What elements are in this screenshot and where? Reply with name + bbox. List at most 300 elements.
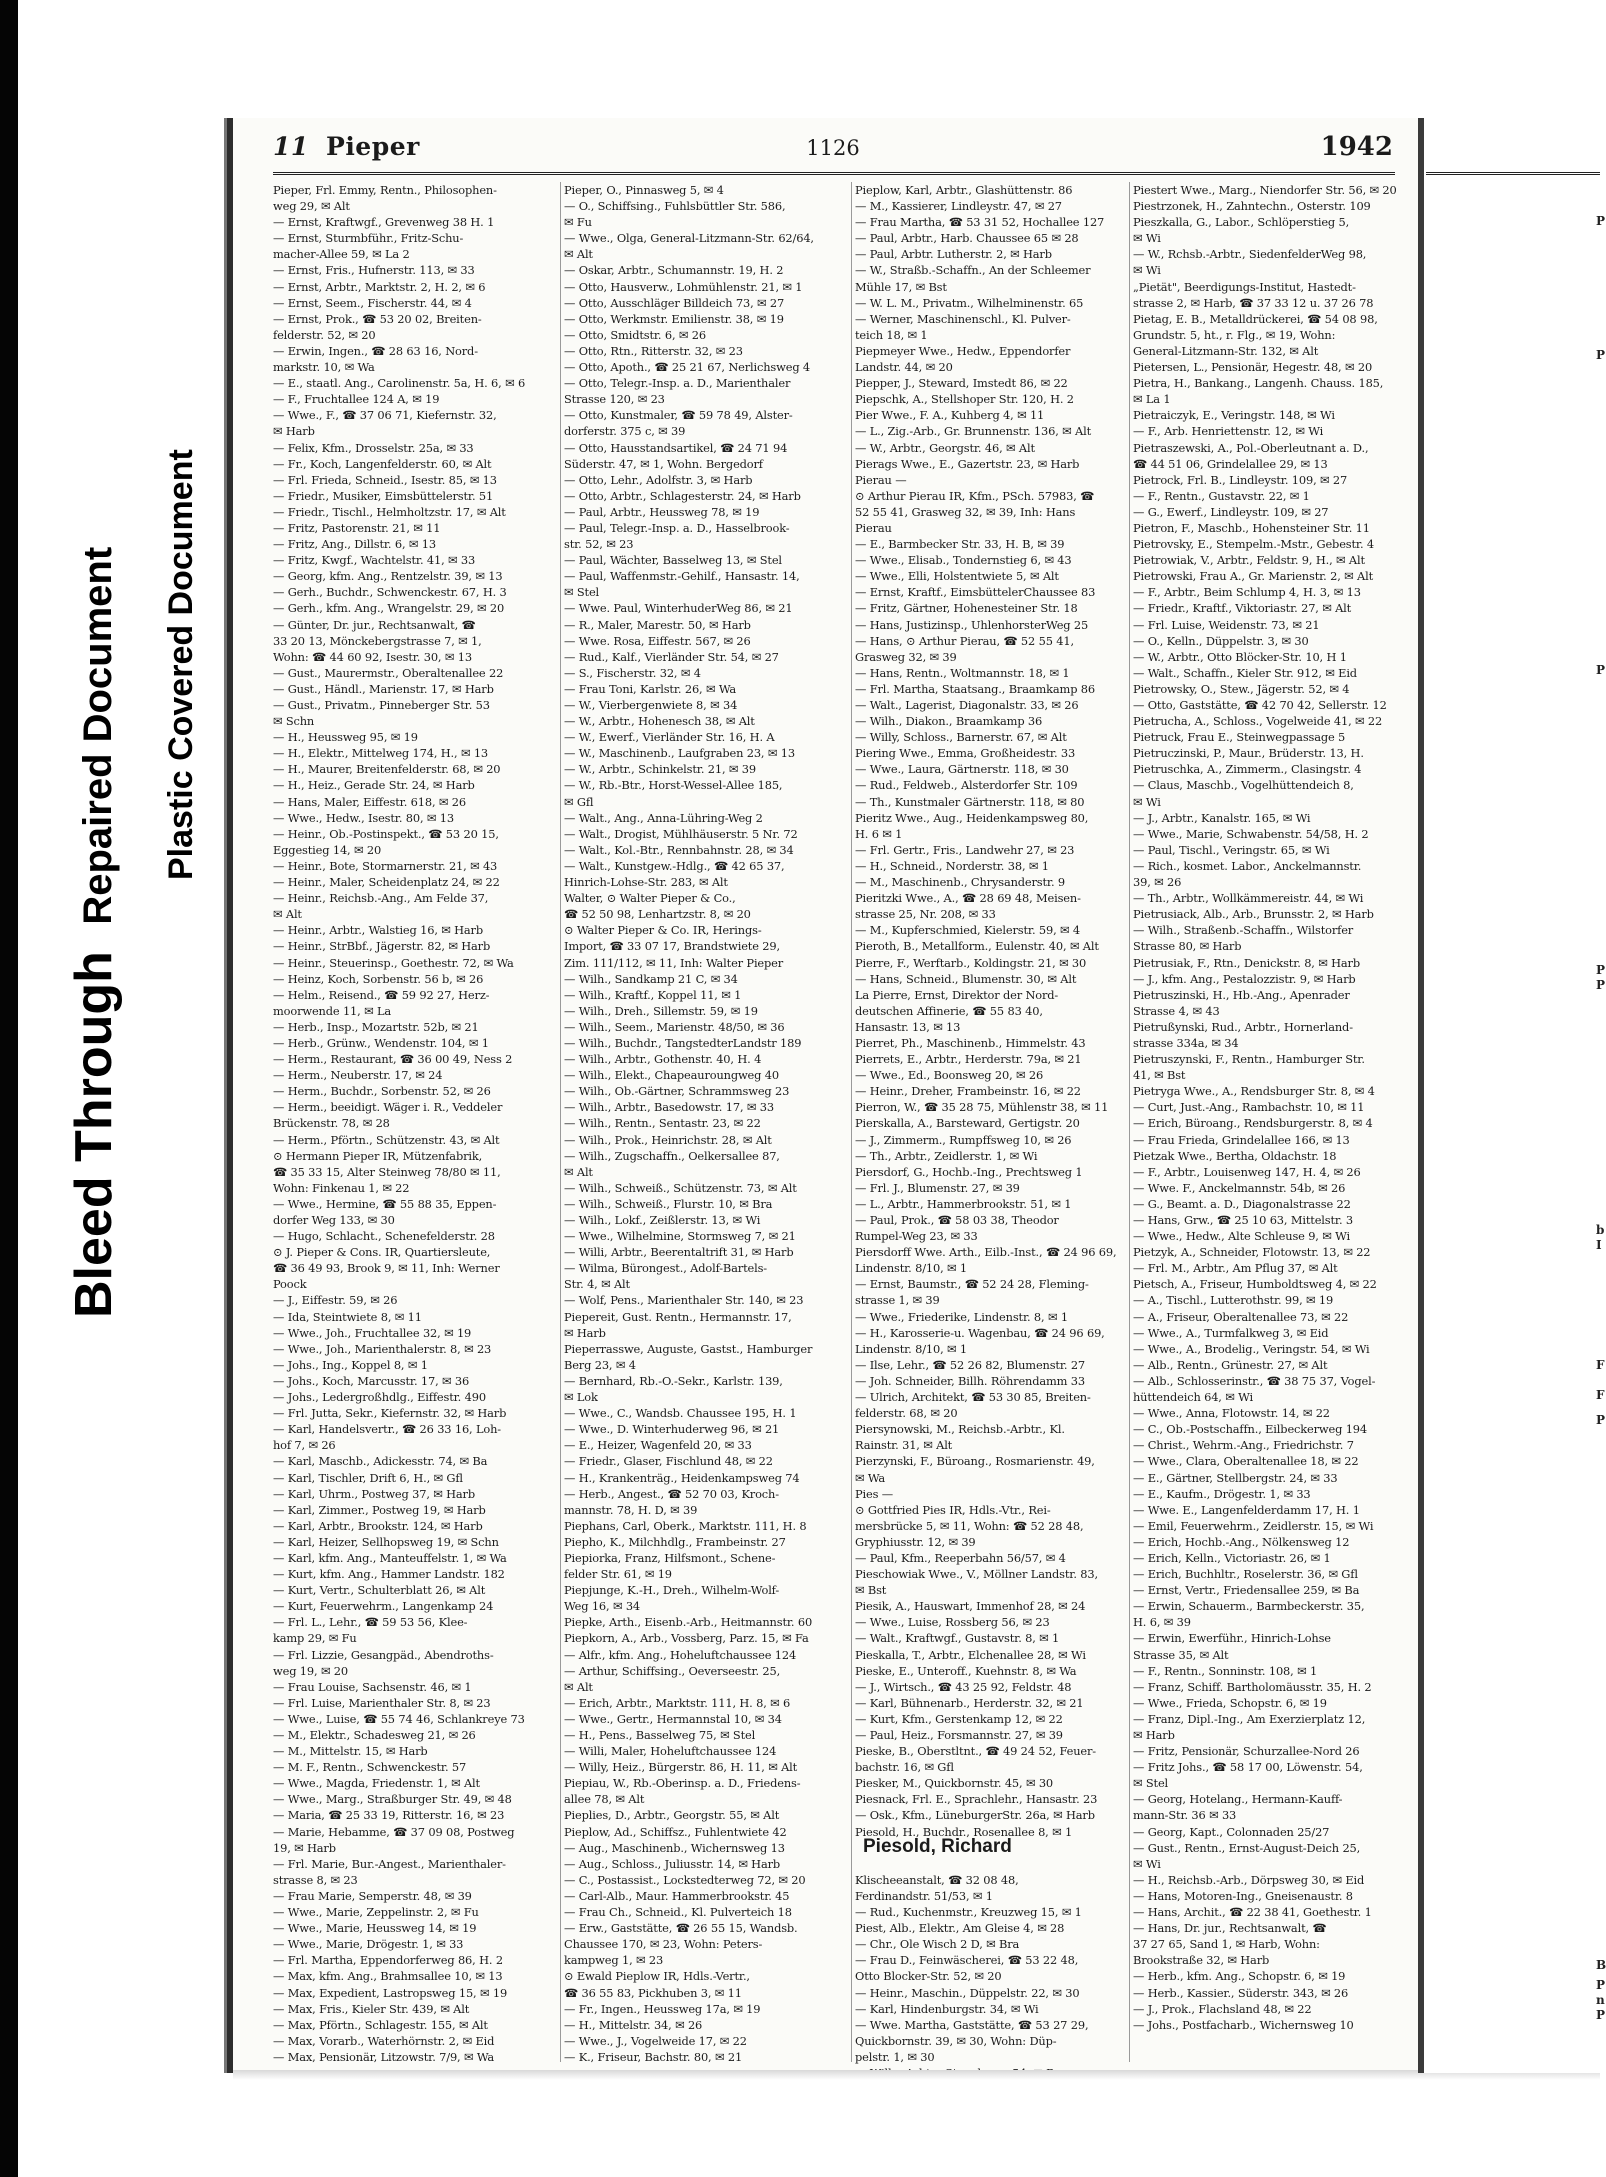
directory-entry-line: — Frau Louise, Sachsenstr. 46, ✉ 1 [273,1679,472,1694]
directory-entry-line: Pieplow, Ad., Schiffsz., Fuhlentwiete 42 [564,1824,787,1839]
directory-entry-line: Wohn: ☎ 44 60 92, Isestr. 30, ✉ 13 [273,649,472,664]
directory-entry-line: ✉ Stel [1133,1776,1169,1791]
directory-column-3 [855,182,1125,2062]
adjacent-page-letter: P [1596,1413,1606,1427]
directory-entry-line: — Wilh., Ob.-Gärtner, Schrammsweg 23 [564,1084,790,1099]
header-surname: Pieper [326,132,420,161]
directory-entry-line: Lindenstr. 8/10, ✉ 1 [855,1261,968,1276]
directory-entry-line: — W., Arbtr., Otto Blöcker-Str. 10, H 1 [1133,649,1347,664]
directory-entry-line: — W., Maschinenb., Laufgraben 23, ✉ 13 [564,746,795,761]
directory-entry-line: — Hans, Archit., ☎ 22 38 41, Goethestr. 1 [1133,1905,1372,1920]
directory-entry-line: — Hans, Maler, Eiffestr. 618, ✉ 26 [273,794,466,809]
directory-entry-line: Mühle 17, ✉ Bst [855,279,947,294]
directory-entry-line: Piepiau, W., Rb.-Oberinsp. a. D., Friedens- [564,1776,801,1791]
directory-entry-line: — Wwe. Paul, WinterhuderWeg 86, ✉ 21 [564,601,793,616]
directory-entry-line: — Otto, Hausverw., Lohmühlenstr. 21, ✉ 1 [564,279,803,294]
directory-entry-line: — Walt., Kol.-Btr., Rennbahnstr. 28, ✉ 34 [564,842,794,857]
directory-entry-line: Pieskalla, T., Arbtr., Elchenallee 28, ✉ Wi [855,1647,1086,1662]
column-divider [560,182,561,2062]
directory-entry-line: — Hans, Grw., ☎ 25 10 63, Mittelstr. 3 [1133,1213,1353,1227]
directory-entry-line: — Paul, Tischl., Veringstr. 65, ✉ Wi [1133,842,1330,857]
directory-entry-line: Str. 4, ✉ Alt [564,1277,630,1292]
directory-entry-line: — Wilh., Arbtr., Gothenstr. 40, H. 4 [564,1052,762,1067]
directory-entry-line: Quickbornstr. 39, ✉ 30, Wohn: Düp- [855,2033,1057,2048]
directory-entry-line: — Erich, Arbtr., Marktstr. 111, H. 8, ✉ 6 [564,1695,791,1710]
directory-entry-line: weg 29, ✉ Alt [273,199,350,214]
directory-entry-line: Wohn: Finkenau 1, ✉ 22 [273,1180,410,1195]
directory-entry-line: — Friedr., Kraftf., Viktoriastr. 27, ✉ Alt [1133,601,1352,616]
directory-entry-line: Weg 16, ✉ 34 [564,1599,641,1614]
directory-entry-line: ⊙ Hermann Pieper IR, Mützenfabrik, [273,1148,483,1163]
directory-entry-line: — Wolf, Pens., Marienthaler Str. 140, ✉ 23 [564,1293,804,1308]
directory-entry-line: — Friedr., Glaser, Fischlund 48, ✉ 22 [564,1454,773,1469]
directory-entry-line: — Wilh., Sandkamp 21 C, ✉ 34 [564,971,738,986]
directory-entry-line: — Gust., Privatm., Pinneberger Str. 53 [273,698,490,712]
directory-entry-line: — Max, Vorarb., Waterhörnstr. 2, ✉ Eid [273,2033,495,2048]
directory-entry-line: — Herb., Kassier., Süderstr. 343, ✉ 26 [1133,1985,1349,2000]
directory-entry-line: — Ernst, Arbtr., Marktstr. 2, H. 2, ✉ 6 [273,279,486,294]
directory-entry-line: deutschen Affinerie, ☎ 55 83 40, [855,1003,1043,1018]
directory-entry-line: Pierrets, E., Arbtr., Herderstr. 79a, ✉ 21 [855,1052,1082,1067]
directory-entry-line: — M., Maschinenb., Chrysanderstr. 9 [855,875,1065,890]
plastic-covered-stamp: Plastic Covered Document [162,449,200,880]
directory-entry-line: ✉ Harb [564,1325,606,1340]
directory-entry-line: — Claus, Maschb., Vogelhüttendeich 8, [1133,778,1354,793]
adjacent-header-rule [1426,172,1600,175]
directory-entry-line: — F., Arbtr., Louisenweg 147, H. 4, ✉ 26 [1133,1164,1361,1179]
directory-entry-line: La Pierre, Ernst, Direktor der Nord- [855,987,1059,1002]
directory-entry-line: — Johs., Ing., Koppel 8, ✉ 1 [273,1357,428,1372]
directory-entry-line: — Rud., Kalf., Vierländer Str. 54, ✉ 27 [564,649,779,664]
directory-entry-line: — Wilh., Straßenb.-Schaffn., Wilstorfer [1133,923,1354,938]
directory-entry-line: Pietersen, L., Pensionär, Hegestr. 48, ✉ 20 [1133,360,1373,375]
directory-entry-line: Piepper, J., Steward, Imstedt 86, ✉ 22 [855,376,1068,391]
directory-entry-line: — Maria, ☎ 25 33 19, Ritterstr. 16, ✉ 23 [273,1808,505,1823]
directory-entry-line: — Hans, ⊙ Arthur Pierau, ☎ 52 55 41, [855,633,1074,648]
directory-entry-line: — Wilh., Zugschaffn., Oelkersallee 87, [564,1148,780,1163]
directory-entry-line: Piestrzonek, H., Zahntechn., Osterstr. 109 [1133,199,1371,214]
directory-entry-line: — Otto, Kunstmaler, ☎ 59 78 49, Alster- [564,408,793,423]
directory-entry-line: — Frl. Luise, Marienthaler Str. 8, ✉ 23 [273,1695,491,1710]
directory-entry-line: — Otto, Ausschläger Billdeich 73, ✉ 27 [564,295,785,310]
directory-entry-line: — Aug., Maschinenb., Wichernsweg 13 [564,1840,785,1855]
directory-entry-line: ✉ Wi [1133,263,1161,278]
directory-entry-line: Piering Wwe., Emma, Großheidestr. 33 [855,746,1076,761]
directory-entry-line: — Frl. Frieda, Schneid., Isestr. 85, ✉ 13 [273,472,497,487]
directory-entry-line: — W., Arbtr., Schinkelstr. 21, ✉ 39 [564,762,756,777]
directory-entry-line: ⊙ J. Pieper & Cons. IR, Quartiersleute, [273,1245,491,1260]
directory-entry-line: — Erwin, Ingen., ☎ 28 63 16, Nord- [273,343,478,358]
directory-entry-line: — Wwe. F., Anckelmannstr. 54b, ✉ 26 [1133,1180,1346,1195]
directory-entry-line: Strasse 80, ✉ Harb [1133,939,1242,954]
directory-entry-line: Pietron, F., Maschb., Hohensteiner Str. 11 [1133,520,1370,535]
directory-entry-line: — J., Wirtsch., ☎ 43 25 92, Feldstr. 48 [855,1679,1072,1694]
directory-entry-line: — Wwe., Marg., Straßburger Str. 49, ✉ 48 [273,1792,512,1807]
directory-entry-line: — J., Eiffestr. 59, ✉ 26 [273,1293,398,1308]
directory-entry-line: — E., Barmbecker Str. 33, H. B, ✉ 39 [855,537,1065,552]
directory-entry-line: 52 55 41, Grasweg 32, ✉ 39, Inh: Hans [855,504,1076,519]
directory-entry-line: — Ulrich, Architekt, ☎ 53 30 85, Breiten- [855,1390,1091,1405]
adjacent-page-letter: P [1596,348,1606,362]
adjacent-page-letter: P [1596,978,1606,992]
directory-entry-line: — Christ., Wehrm.-Ang., Friedrichstr. 7 [1133,1438,1354,1453]
directory-entry-line: ⊙ Ewald Pieplow IR, Hdls.-Vertr., [564,1969,750,1984]
adjacent-page-letter: B [1596,1958,1606,1972]
directory-entry-line: Piesker, M., Quickbornstr. 45, ✉ 30 [855,1776,1054,1791]
directory-entry-line: Pieritzki Wwe., A., ☎ 28 69 48, Meisen- [855,891,1081,906]
directory-entry-line: teich 18, ✉ 1 [855,327,928,342]
directory-entry-line: — O., Kelln., Düppelstr. 3, ✉ 30 [1133,633,1309,648]
directory-entry-line: ☎ 44 51 06, Grindelallee 29, ✉ 13 [1133,456,1328,471]
directory-entry-line: — Franz, Dipl.-Ing., Am Exerzierplatz 12, [1133,1711,1366,1726]
directory-entry-line: Hansastr. 13, ✉ 13 [855,1019,961,1034]
directory-entry-line: — Wwe., J., Vogelweide 17, ✉ 22 [564,2033,747,2048]
directory-entry-line: — M. F., Rentn., Schwenckestr. 57 [273,1760,467,1775]
directory-entry-line: — Otto, Hausstandsartikel, ☎ 24 71 94 [564,440,788,455]
directory-entry-line: — L., Zig.-Arb., Gr. Brunnenstr. 136, ✉ Alt [855,424,1092,439]
directory-entry-line: — Frau D., Feinwäscherei, ☎ 53 22 48, [855,1953,1079,1968]
directory-entry-line: — Friedr., Tischl., Helmholtzstr. 17, ✉ Alt [273,504,506,519]
directory-entry-line: — Fr., Koch, Langenfelderstr. 60, ✉ Alt [273,456,492,471]
directory-entry-line: Pietruck, Frau E., Steinwegpassage 5 [1133,730,1346,745]
directory-entry-line: — Frau Martha, ☎ 53 31 52, Hochallee 127 [855,215,1105,230]
directory-entry-line: Rainstr. 31, ✉ Alt [855,1438,953,1453]
directory-entry-line: — Wwe., C., Wandsb. Chaussee 195, H. 1 [564,1406,797,1421]
directory-entry-line: — Wwe., Anna, Flotowstr. 14, ✉ 22 [1133,1406,1330,1421]
directory-entry-line: — Heinr., Dreher, Frambeinstr. 16, ✉ 22 [855,1084,1081,1099]
directory-entry-line: ☎ 36 49 93, Brook 9, ✉ 11, Inh: Werner [273,1261,500,1276]
directory-entry-line: Piersdorf, G., Hochb.-Ing., Prechtsweg 1 [855,1164,1083,1179]
directory-entry-line: — Willy, Heiz., Bürgerstr. 86, H. 11, ✉ Alt [564,1760,798,1775]
directory-entry-line: Süderstr. 47, ✉ 1, Wohn. Bergedorf [564,456,763,471]
directory-entry-line: 37 27 65, Sand 1, ✉ Harb, Wohn: [1133,1937,1320,1952]
directory-entry-line: — M., Mittelstr. 15, ✉ Harb [273,1744,428,1759]
directory-entry-line: — Alb., Rentn., Grünestr. 27, ✉ Alt [1133,1357,1328,1372]
directory-entry-line: Pietrowski, Frau A., Gr. Marienstr. 2, ✉ Alt [1133,569,1374,584]
directory-entry-line: — J., Zimmerm., Rumpffsweg 10, ✉ 26 [855,1132,1072,1147]
directory-entry-line: — Heinr., Steuerinsp., Goethestr. 72, ✉ Wa [273,955,514,970]
directory-entry-line: — Otto, Smidtstr. 6, ✉ 26 [564,327,706,342]
directory-column-2 [564,182,849,2062]
column-divider [851,182,852,2062]
directory-entry-line: Ferdinandstr. 51/53, ✉ 1 [855,1888,993,1903]
directory-entry-line: Piepiorka, Franz, Hilfsmont., Schene- [564,1550,776,1565]
directory-entry-line: Pietruczinski, P., Maur., Brüderstr. 13, H. [1133,746,1364,761]
directory-entry-line: strasse 25, Nr. 208, ✉ 33 [855,907,996,922]
directory-entry-line: felderstr. 52, ✉ 20 [273,327,376,342]
directory-entry-line: — E., Gärtner, Stellbergstr. 24, ✉ 33 [1133,1470,1338,1485]
directory-entry-line: markstr. 10, ✉ Wa [273,360,375,375]
directory-entry-line: Pieper, Frl. Emmy, Rentn., Philosophen- [273,183,497,197]
directory-entry-line: — H., Mittelstr. 34, ✉ 26 [564,2017,703,2032]
directory-entry-line: — W., Rb.-Btr., Horst-Wessel-Allee 185, [564,778,783,793]
directory-entry-line: — Wilh., Schweiß., Schützenstr. 73, ✉ Alt [564,1180,797,1195]
directory-entry-line: Pietrock, Frl. B., Lindleystr. 109, ✉ 27 [1133,472,1348,487]
directory-entry-line: Grundstr. 5, ht., r. Flg., ✉ 19, Wohn: [1133,327,1336,342]
directory-entry-line: Pietrovsky, E., Stempelm.-Mstr., Gebestr. 4 [1133,537,1374,552]
directory-entry-line: — Wilh., Dreh., Sillemstr. 59, ✉ 19 [564,1003,758,1018]
directory-entry-line: — Erich, Kelln., Victoriastr. 26, ✉ 1 [1133,1550,1331,1565]
directory-entry-line: — Karl, Arbtr., Brookstr. 124, ✉ Harb [273,1518,483,1533]
directory-entry-line: — Willy, Schloss., Barnerstr. 67, ✉ Alt [855,730,1067,745]
directory-entry-line: Pierau [855,520,892,535]
directory-entry-line: ✉ Harb [273,424,315,439]
bleed-through-label: Bleed Through [65,951,123,1318]
directory-entry-line: — Hans, Justizinsp., UhlenhorsterWeg 25 [855,617,1089,632]
directory-entry-line: — L., Arbtr., Hammerbrookstr. 51, ✉ 1 [855,1196,1072,1211]
directory-entry-line: Pierags Wwe., E., Gazertstr. 23, ✉ Harb [855,456,1080,471]
directory-entry-line: — Herm., Pförtn., Schützenstr. 43, ✉ Alt [273,1132,500,1147]
directory-entry-line: ✉ La 1 [1133,392,1171,407]
directory-entry-line: — Paul, Arbtr., Heussweg 78, ✉ 19 [564,504,760,519]
directory-entry-line: — Johs., Ledergroßhdlg., Eiffestr. 490 [273,1390,486,1405]
directory-entry-line: — Max, Pförtn., Schlagestr. 155, ✉ Alt [273,2017,488,2032]
directory-entry-line: ✉ Alt [564,1679,593,1694]
directory-entry-line: — Frau Frieda, Grindelallee 166, ✉ 13 [1133,1132,1350,1147]
directory-entry-line: Pieritz Wwe., Aug., Heidenkampsweg 80, [855,810,1089,825]
directory-entry-line: moorwende 11, ✉ La [273,1003,391,1018]
adjacent-page-letter: b [1596,1223,1605,1237]
directory-entry-line: Pieper, O., Pinnasweg 5, ✉ 4 [564,183,724,197]
directory-entry-line: — Otto, Gaststätte, ☎ 42 70 42, Sellerstr. 12 [1133,698,1387,712]
directory-entry-line: — Ernst, Sturmbführ., Fritz-Schu- [273,231,464,246]
directory-entry-line: — Wwe., Marie, Drögestr. 1, ✉ 33 [273,1937,464,1952]
directory-entry-line: Zim. 111/112, ✉ 11, Inh: Walter Pieper [564,955,784,970]
adjacent-page-letter: P [1596,2008,1606,2022]
directory-entry-line: mann-Str. 36 ✉ 33 [1133,1808,1237,1823]
directory-entry-line: Chaussee 170, ✉ 23, Wohn: Peters- [564,1937,763,1952]
directory-entry-line: — Herb., kfm. Ang., Schopstr. 6, ✉ 19 [1133,1969,1346,1984]
directory-entry-line: — Heinz, Koch, Sorbenstr. 56 b, ✉ 26 [273,971,484,986]
directory-entry-line: ✉ Wi [1133,231,1161,246]
directory-entry-line: — Paul, Heiz., Forsmannstr. 27, ✉ 39 [855,1728,1063,1742]
directory-entry-line: — Wwe., Elli, Holstentwiete 5, ✉ Alt [855,569,1059,584]
directory-entry-line: — Wilh., Buchdr., TangstedterLandstr 189 [564,1035,802,1050]
directory-entry-line: — Karl, Tischler, Drift 6, H., ✉ Gfl [273,1470,463,1485]
directory-entry-line: Pietag, E. B., Metalldrückerei, ☎ 54 08 98, [1133,311,1378,326]
directory-entry-line: ✉ Bst [855,1583,887,1598]
directory-entry-line: — Friedr., Musiker, Eimsbüttelerstr. 51 [273,488,494,503]
directory-entry-line: strasse 334a, ✉ 34 [1133,1035,1239,1050]
directory-entry-line: Pietrowiak, V., Arbtr., Feldstr. 9, H., ✉ Alt [1133,553,1365,568]
directory-entry-line: Piepmeyer Wwe., Hedw., Eppendorfer [855,343,1071,358]
directory-entry-line: — M., Kupferschmied, Kielerstr. 59, ✉ 4 [855,923,1080,938]
directory-entry-line: Pieroth, B., Metallform., Eulenstr. 40, ✉ Alt [855,939,1099,954]
directory-entry-line: kampweg 1, ✉ 23 [564,1953,664,1968]
directory-entry-line: — Karl, Maschb., Adickesstr. 74, ✉ Ba [273,1454,488,1469]
directory-entry-line: Pietrucha, A., Schloss., Vogelweide 41, ✉ 22 [1133,714,1383,729]
directory-entry-line: — Ernst, Seem., Fischerstr. 44, ✉ 4 [273,295,472,310]
directory-entry-line: — Heinr., Maler, Scheidenplatz 24, ✉ 22 [273,875,500,890]
directory-entry-line: — Wwe. Rosa, Eiffestr. 567, ✉ 26 [564,633,751,648]
directory-entry-line: — Herm., Buchdr., Sorbenstr. 52, ✉ 26 [273,1084,491,1099]
directory-entry-line: — Johs., Koch, Marcusstr. 17, ✉ 36 [273,1373,470,1388]
directory-entry-line: Lindenstr. 8/10, ✉ 1 [855,1341,968,1356]
directory-entry-line: Piepereit, Gust. Rentn., Hermannstr. 17, [564,1309,792,1324]
directory-column-1 [273,182,558,2062]
directory-entry-line: Poock [273,1277,307,1292]
directory-entry-line: — Paul, Prok., ☎ 58 03 38, Theodor [855,1213,1059,1227]
directory-entry-line: — Alb., Schlosserinstr., ☎ 38 75 37, Vogel- [1133,1373,1376,1388]
adjacent-page-letter: P [1596,1978,1606,1992]
directory-entry-line: — Kurt, Vertr., Schulterblatt 26, ✉ Alt [273,1583,486,1598]
directory-entry-line: — Wwe., Hedw., Isestr. 80, ✉ 13 [273,810,454,825]
directory-entry-line: — Georg, Hotelang., Hermann-Kauff- [1133,1792,1343,1807]
directory-entry-line: — Wwe., A., Brodelig., Veringstr. 54, ✉ Wi [1133,1341,1370,1356]
directory-entry-line: — Gust., Händl., Marienstr. 17, ✉ Harb [273,681,494,696]
directory-entry-line: Pietruszinski, H., Hb.-Ang., Apenrader [1133,987,1350,1002]
repaired-document-label: Repaired Document [76,546,120,925]
directory-entry-line: — A., Friseur, Oberaltenallee 73, ✉ 22 [1133,1309,1349,1324]
directory-entry-line: — Wilh., Diakon., Braamkamp 36 [855,714,1043,729]
directory-entry-line: Piephans, Carl, Oberk., Marktstr. 111, H. 8 [564,1518,807,1533]
directory-entry-line: H. 6 ✉ 1 [855,826,903,841]
directory-columns [273,182,1398,2062]
directory-entry-line: — Wwe., Joh., Marienthalerstr. 8, ✉ 23 [273,1341,492,1356]
directory-entry-line: 33 20 13, Mönckebergstrasse 7, ✉ 1, [273,633,482,648]
directory-entry-line: — Herb., Insp., Mozartstr. 52b, ✉ 21 [273,1019,479,1034]
directory-entry-line: — Kurt, kfm. Ang., Hammer Landstr. 182 [273,1567,505,1582]
directory-entry-line: — H., Karosserie-u. Wagenbau, ☎ 24 96 69, [855,1325,1105,1340]
directory-entry-line: — Heinr., StrBbf., Jägerstr. 82, ✉ Harb [273,939,491,954]
directory-entry-line: — Georg, Kapt., Colonnaden 25/27 [1133,1824,1330,1839]
directory-entry-line: — Erw., Gaststätte, ☎ 26 55 15, Wandsb. [564,1921,798,1936]
directory-entry-line: — Bernhard, Rb.-O.-Sekr., Karlstr. 139, [564,1373,783,1388]
directory-entry-line: Pierret, Ph., Maschinenb., Himmelstr. 43 [855,1035,1086,1050]
directory-entry-line: strasse 1, ✉ 39 [855,1293,940,1308]
directory-entry-line: — Wwe., Clara, Oberaltenallee 18, ✉ 22 [1133,1454,1359,1469]
directory-entry-line: — Otto, Rtn., Ritterstr. 32, ✉ 23 [564,343,743,358]
directory-entry-line: ☎ 35 33 15, Alter Steinweg 78/80 ✉ 11, [273,1164,501,1179]
directory-entry-line: — M., Elektr., Schadesweg 21, ✉ 26 [273,1728,476,1742]
directory-entry-line: Pies — [855,1486,894,1501]
directory-entry-line: — Carl-Alb., Maur. Hammerbrookstr. 45 [564,1888,790,1903]
directory-entry-line: — Erich, Hochb.-Ang., Nölkensweg 12 [1133,1534,1350,1549]
directory-entry-line: — F., Arbtr., Beim Schlump 4, H. 3, ✉ 13 [1133,585,1361,600]
edition-year: 1942 [1320,132,1393,162]
directory-entry-line: — Th., Arbtr., Wollkämmereistr. 44, ✉ Wi [1133,891,1364,906]
directory-entry-line: Strasse 120, ✉ 23 [564,392,665,407]
directory-entry-line: — H., Schneid., Norderstr. 38, ✉ 1 [855,858,1049,873]
adjacent-page-letter: F [1596,1358,1605,1372]
directory-entry-line: — Ernst, Kraftf., EimsbüttelerChaussee 83 [855,585,1096,600]
directory-entry-line: — Wwe., Frieda, Schopstr. 6, ✉ 19 [1133,1695,1327,1710]
directory-entry-line: ✉ Wi [1133,794,1161,809]
directory-entry-line: — Frau Ch., Schneid., Kl. Pulverteich 18 [564,1905,792,1920]
directory-entry-line: dorfer Weg 133, ✉ 30 [273,1213,395,1227]
directory-entry-line: Pietryga Wwe., A., Rendsburger Str. 8, ✉ 4 [1133,1084,1375,1099]
directory-entry-line: — Walt., Ang., Anna-Lühring-Weg 2 [564,810,763,825]
directory-entry-line: ✉ Schn [273,714,315,729]
adjacent-page-letter: n [1596,1993,1605,2007]
adjacent-page-letter: I [1596,1238,1602,1252]
directory-entry-line: — Wilh., Elekt., Chapeauroungweg 40 [564,1068,779,1083]
directory-entry-line: — Karl, kfm. Ang., Manteuffelstr. 1, ✉ Wa [273,1550,507,1565]
directory-entry-line: — A., Tischl., Lutterothstr. 99, ✉ 19 [1133,1293,1334,1308]
directory-entry-line: — Hugo, Schlacht., Schenefelderstr. 28 [273,1229,495,1244]
directory-entry-line: — Rud., Feldweb., Alsterdorfer Str. 109 [855,778,1078,793]
directory-entry-line: — Wilma, Bürongest., Adolf-Bartels- [564,1261,767,1276]
directory-entry-line: Piesik, A., Hauswart, Immenhof 28, ✉ 24 [855,1599,1086,1614]
directory-entry-line: ✉ Harb [1133,1728,1175,1742]
directory-entry-line: Gryphiusstr. 12, ✉ 39 [855,1534,976,1549]
directory-entry-line: Pietzak Wwe., Bertha, Oldachstr. 18 [1133,1148,1337,1163]
directory-entry-line: — Herb., Angest., ☎ 52 70 03, Kroch- [564,1486,779,1501]
directory-entry-line: 39, ✉ 26 [1133,875,1182,890]
directory-entry-line: — Karl, Hindenburgstr. 34, ✉ Wi [855,2001,1039,2016]
directory-entry-line: — Ernst, Prok., ☎ 53 20 02, Breiten- [273,311,482,326]
directory-entry-line: — Karl, Uhrm., Postweg 37, ✉ Harb [273,1486,475,1501]
directory-entry-line: — Wwe., Hermine, ☎ 55 88 35, Eppen- [273,1196,497,1211]
bleed-through-stamp [64,547,124,1318]
directory-entry-line: Piepkorn, A., Arb., Vossberg, Parz. 15, ✉ Fa [564,1631,809,1646]
directory-entry-line: Pietzyk, A., Schneider, Flotowstr. 13, ✉ 22 [1133,1245,1371,1260]
directory-entry-line: ✉ Stel [564,585,600,600]
directory-entry-line: — Hans, Rentn., Woltmannstr. 18, ✉ 1 [855,665,1070,680]
directory-entry-line: — Fritz Johs., ☎ 58 17 00, Löwenstr. 54, [1133,1760,1363,1775]
directory-entry-line: — Frl. M., Arbtr., Am Pflug 37, ✉ Alt [1133,1261,1338,1276]
directory-entry-line: Pietra, H., Bankang., Langenh. Chauss. 185, [1133,376,1384,391]
directory-entry-line: Eggestieg 14, ✉ 20 [273,842,382,857]
directory-entry-line: — Felix, Kfm., Drosselstr. 25a, ✉ 33 [273,440,474,455]
directory-entry-line: — Wwe., Friederike, Lindenstr. 8, ✉ 1 [855,1309,1068,1324]
directory-entry-line: — Walt., Drogist, Mühlhäuserstr. 5 Nr. 72 [564,826,798,841]
directory-entry-line: — J., Arbtr., Kanalstr. 165, ✉ Wi [1133,810,1311,825]
directory-entry-line: — Max, kfm. Ang., Brahmsallee 10, ✉ 13 [273,1969,503,1984]
directory-entry-line: — E., Kaufm., Drögestr. 1, ✉ 33 [1133,1486,1311,1501]
directory-entry-line: — Otto, Werkmstr. Emilienstr. 38, ✉ 19 [564,311,784,326]
directory-entry-line: — Wwe., Ed., Boonsweg 20, ✉ 26 [855,1068,1044,1083]
directory-entry-line: — Walt., Kunstgew.-Hdlg., ☎ 42 65 37, [564,858,785,873]
directory-entry-line: Piepke, Arth., Eisenb.-Arb., Heitmannstr. 60 [564,1615,813,1630]
directory-entry-line: Piestert Wwe., Marg., Niendorfer Str. 56, ✉ 20 [1133,183,1397,197]
directory-entry-line: — Curt, Just.-Ang., Rambachstr. 10, ✉ 11 [1133,1100,1365,1115]
directory-entry-line: Pieske, B., Oberstltnt., ☎ 49 24 52, Feuer- [855,1744,1096,1759]
directory-entry-line: — Wwe., Joh., Fruchtallee 32, ✉ 19 [273,1325,472,1340]
directory-entry-line: — Wwe., Olga, General-Litzmann-Str. 62/64, [564,231,814,246]
adjacent-page-letter: P [1596,663,1606,677]
directory-entry-line: strasse 8, ✉ 23 [273,1872,358,1887]
directory-entry-line: — Wwe., Marie, Zeppelinstr. 2, ✉ Fu [273,1905,479,1920]
directory-entry-line: — Max, Expedient, Lastropsweg 15, ✉ 19 [273,1985,508,2000]
directory-entry-line: — Frau Marie, Semperstr. 48, ✉ 39 [273,1888,472,1903]
directory-entry-line: — Willi, Arbtr., Beerentaltrift 31, ✉ Harb [564,1245,794,1260]
directory-entry-line: — Johs., Postfacharb., Wichernsweg 10 [1133,2017,1354,2032]
adjacent-page-edge [1418,118,1606,2073]
directory-entry-line: Piesold, H., Buchdr., Rosenallee 8, ✉ 1 [855,1824,1073,1839]
directory-entry-line: Strasse 35, ✉ Alt [1133,1647,1229,1662]
directory-entry-line: Piepschk, A., Stellshoper Str. 120, H. 2 [855,392,1074,407]
directory-entry-line: — Otto, Telegr.-Insp. a. D., Marienthaler [564,376,791,391]
directory-entry-line: Import, ☎ 33 07 17, Brandstwiete 29, [564,939,780,954]
directory-entry-line: — M., Kassierer, Lindleystr. 47, ✉ 27 [855,199,1062,214]
directory-entry-line: Pietrusiak, F., Rtn., Denickstr. 8, ✉ Harb [1133,955,1360,970]
directory-entry-line: — J., kfm. Ang., Pestalozzistr. 9, ✉ Harb [1133,971,1356,986]
directory-entry-line: H. 6, ✉ 39 [1133,1615,1191,1630]
directory-entry-line: Brückenstr. 78, ✉ 28 [273,1116,390,1131]
directory-entry-line: — Joh. Schneider, Billh. Röhrendamm 33 [855,1373,1085,1388]
directory-entry-line: — W., Arbtr., Hohenesch 38, ✉ Alt [564,714,755,729]
directory-entry-line: — F., Rentn., Gustavstr. 22, ✉ 1 [1133,488,1310,503]
directory-entry-line: — Osk., Kfm., LüneburgerStr. 26a, ✉ Harb [855,1808,1095,1823]
directory-entry-line: „Pietät", Beerdigungs-Institut, Hastedt- [1133,279,1356,294]
directory-entry-line: Brookstraße 32, ✉ Harb [1133,1953,1270,1968]
directory-entry-line: Pieplow, Karl, Arbtr., Glashüttenstr. 86 [855,183,1073,197]
page-number: 1126 [806,136,860,160]
directory-entry-line: 41, ✉ Bst [1133,1068,1186,1083]
directory-entry-line: — Hans, Schneid., Blumenstr. 30, ✉ Alt [855,971,1077,986]
directory-entry-line: ☎ 36 55 83, Pickhuben 3, ✉ 11 [564,1985,742,2000]
